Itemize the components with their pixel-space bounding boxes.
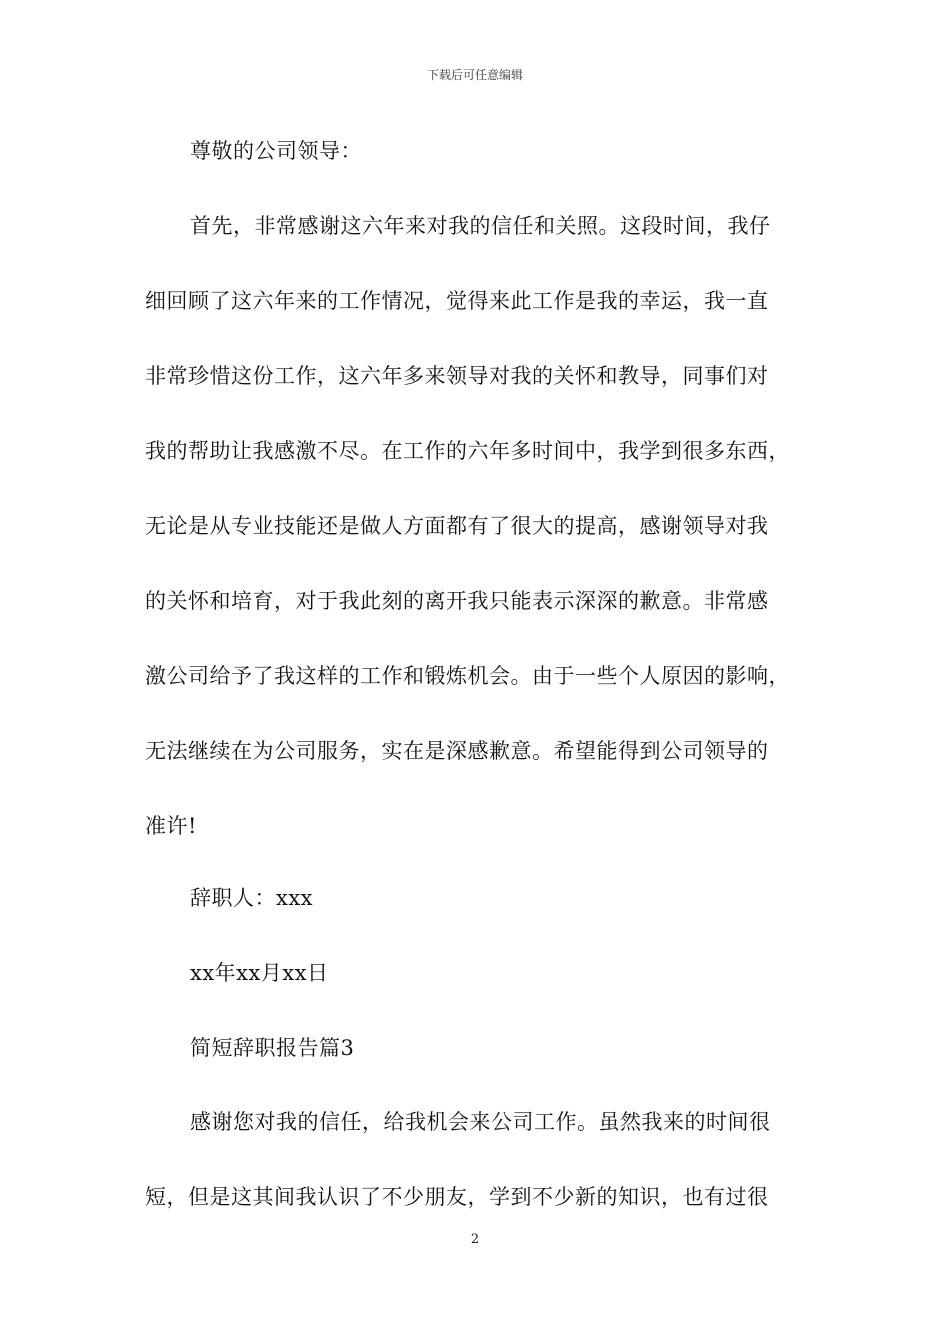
- paragraph-line: 我的帮助让我感激不尽。在工作的六年多时间中，我学到很多东西，: [145, 439, 790, 463]
- header-note: 下载后可任意编辑: [426, 68, 523, 82]
- paragraph-line: 首先，非常感谢这六年来对我的信任和关照。这段时间，我仔: [190, 214, 771, 238]
- date-line: xx年xx月xx日: [190, 961, 329, 985]
- salutation: 尊敬的公司领导：: [190, 139, 362, 163]
- paragraph-line: 准许!: [145, 814, 197, 838]
- paragraph-line: 无法继续在为公司服务，实在是深感歉意。希望能得到公司领导的: [145, 739, 769, 763]
- paragraph-line: 短，但是这其间我认识了不少朋友，学到不少新的知识，也有过很: [145, 1185, 769, 1209]
- paragraph-line: 的关怀和培育，对于我此刻的离开我只能表示深深的歉意。非常感: [145, 589, 769, 613]
- paragraph-line: 激公司给予了我这样的工作和锻炼机会。由于一些个人原因的影响，: [145, 664, 790, 688]
- section-heading: 简短辞职报告篇3: [190, 1036, 355, 1060]
- paragraph-line: 细回顾了这六年来的工作情况，觉得来此工作是我的幸运，我一直: [145, 289, 769, 313]
- paragraph-line: 感谢您对我的信任，给我机会来公司工作。虽然我来的时间很: [190, 1110, 771, 1134]
- page-number: 2: [470, 1232, 480, 1247]
- paragraph-line: 无论是从专业技能还是做人方面都有了很大的提高，感谢领导对我: [145, 514, 769, 538]
- paragraph-line: 非常珍惜这份工作，这六年多来领导对我的关怀和教导，同事们对: [145, 364, 769, 388]
- signature-line: 辞职人：xxx: [190, 886, 314, 910]
